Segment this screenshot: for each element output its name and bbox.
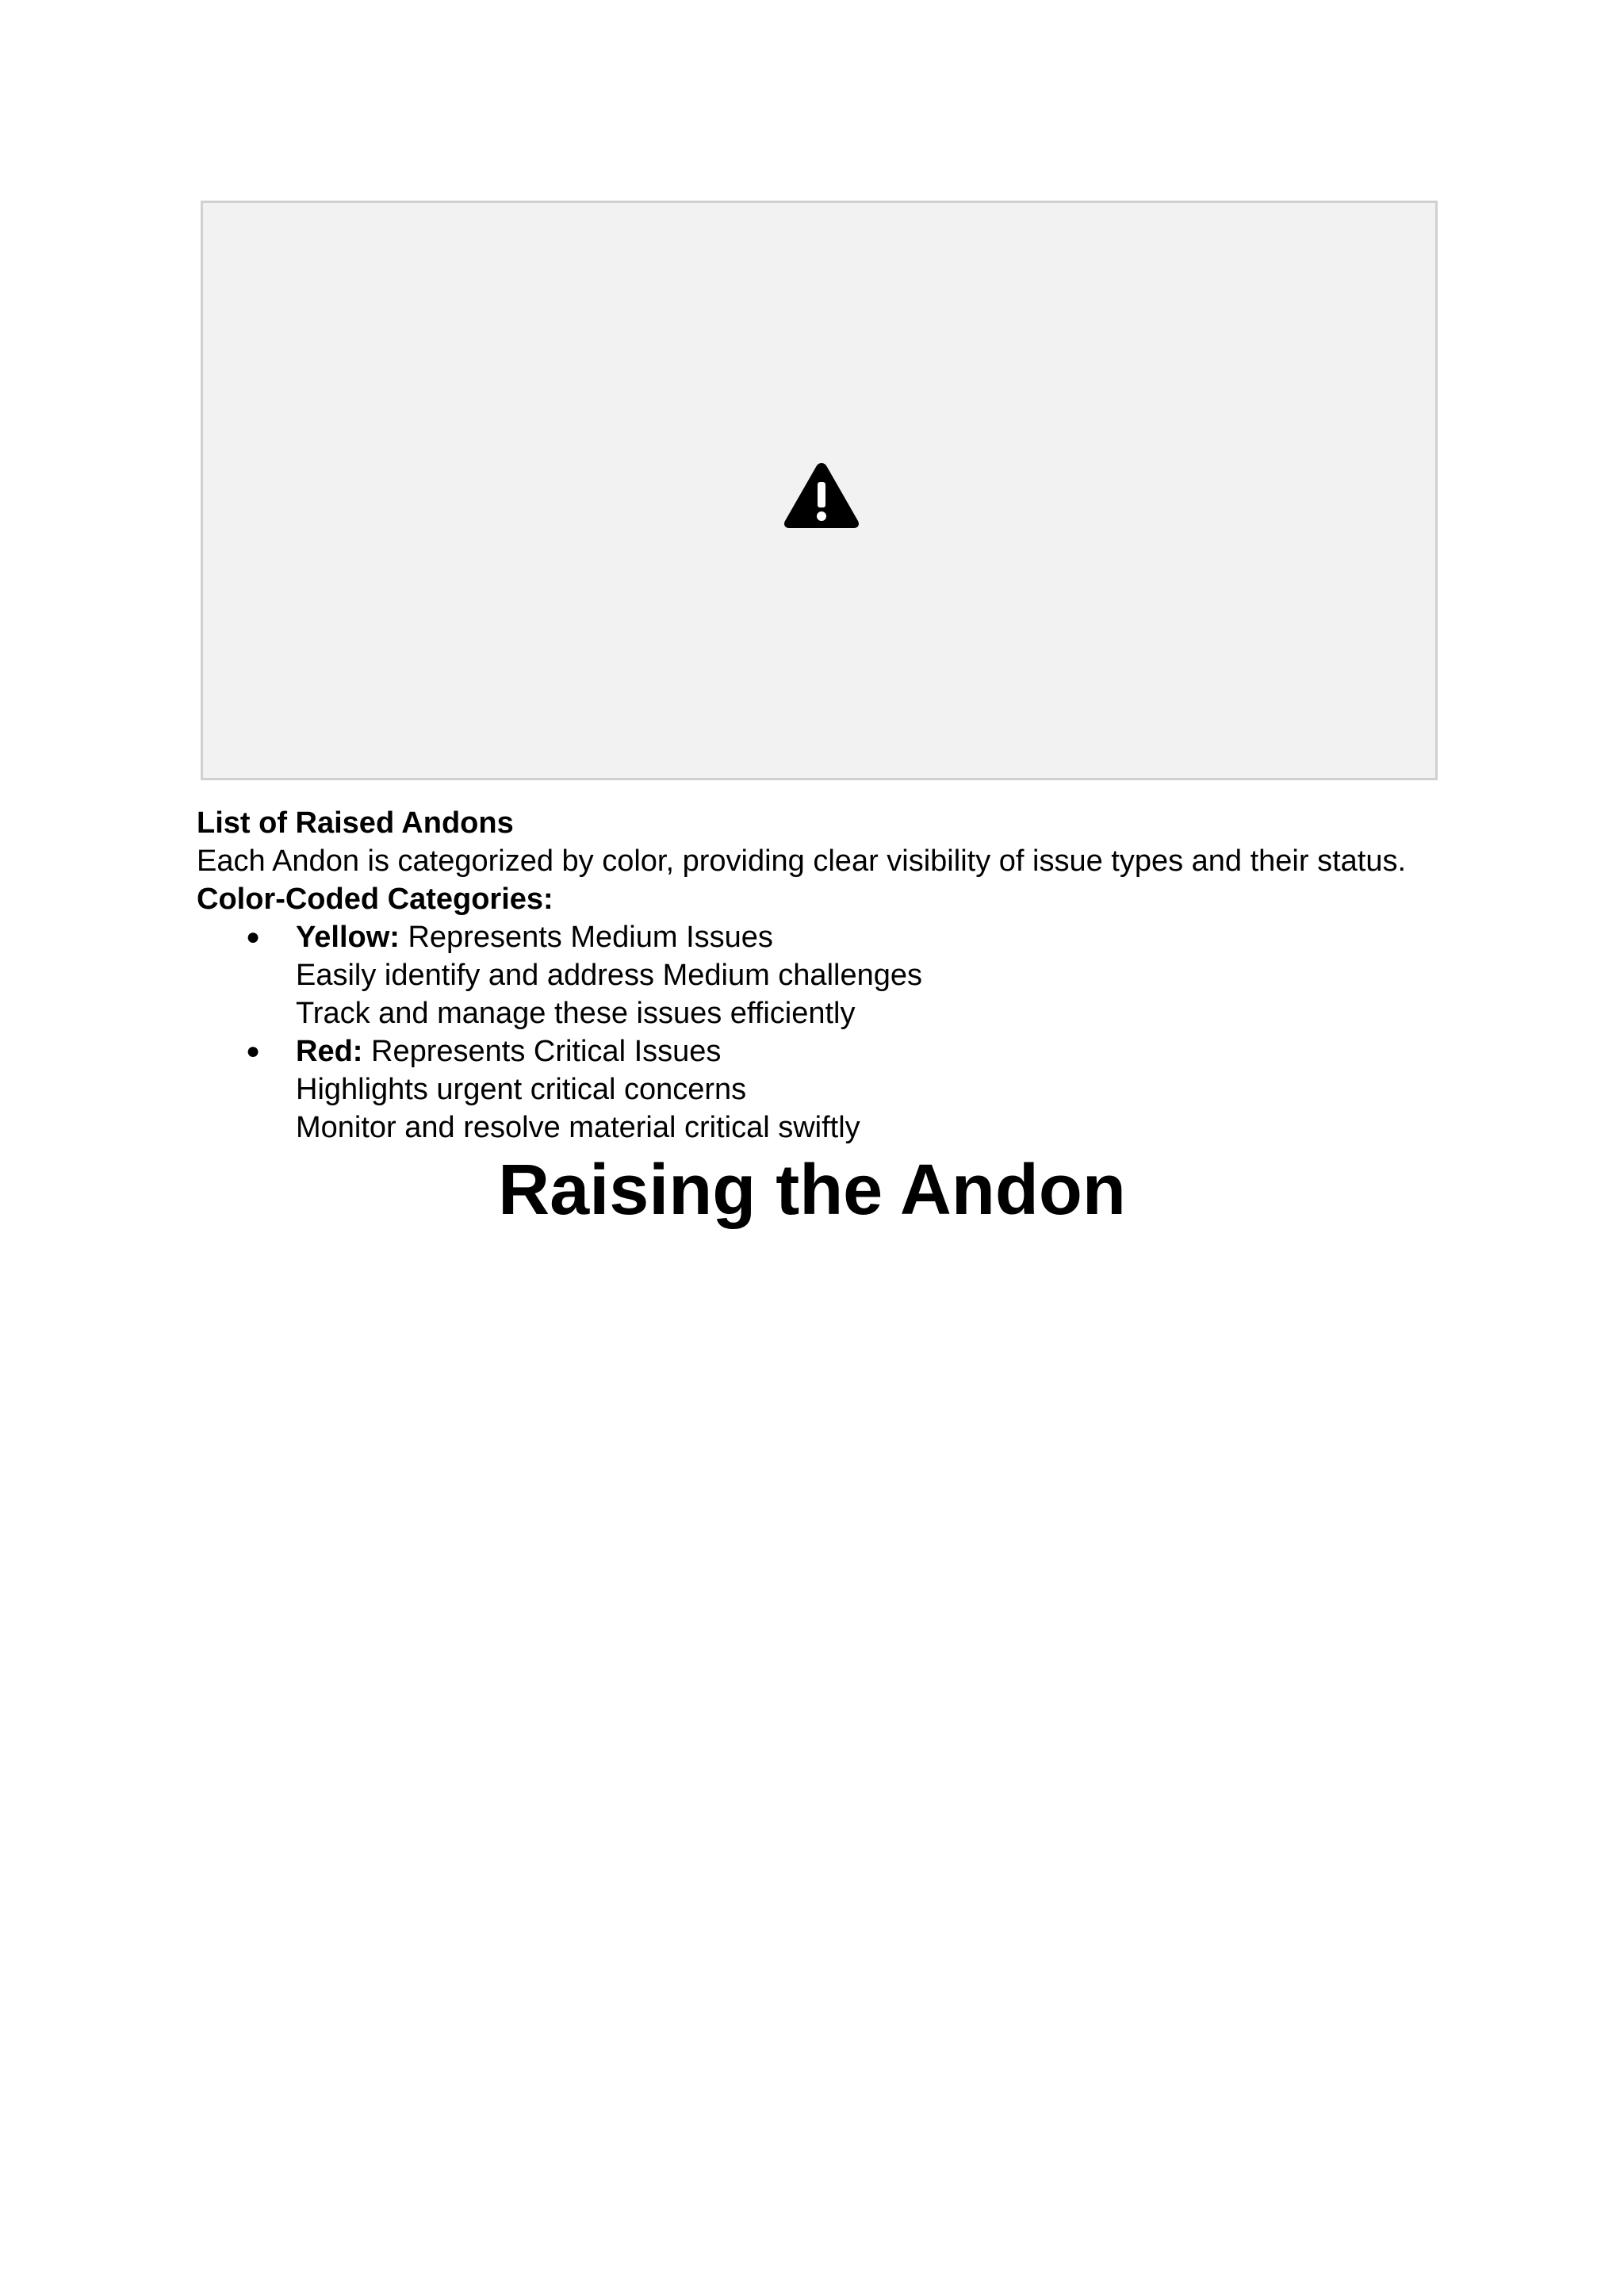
category-description: Represents Medium Issues [399, 921, 773, 954]
bullet-icon: ● [246, 924, 261, 950]
intro-text: Each Andon is categorized by color, providing clear visibility of issue types and their status. [197, 844, 1407, 878]
category-description: Represents Critical Issues [362, 1035, 722, 1068]
category-detail: Track and manage these issues efficiently [296, 997, 856, 1030]
document-body [197, 804, 1465, 1147]
page-heading: Raising the Andon [498, 1151, 1126, 1230]
category-label: Red: [296, 1035, 363, 1068]
category-detail: Monitor and resolve material critical swiftly [296, 1111, 860, 1144]
category-detail: Highlights urgent critical concerns [296, 1073, 747, 1106]
category-list [197, 918, 1465, 1147]
bullet-icon: ● [246, 1038, 261, 1064]
category-label: Yellow: [296, 921, 400, 954]
warning-icon [782, 460, 861, 531]
list-item [197, 1032, 1465, 1147]
categories-title: Color-Coded Categories: [197, 883, 553, 916]
image-placeholder [201, 201, 1438, 780]
section-title: List of Raised Andons [197, 806, 514, 840]
category-detail: Easily identify and address Medium challenges [296, 959, 922, 992]
list-item [197, 918, 1465, 1032]
